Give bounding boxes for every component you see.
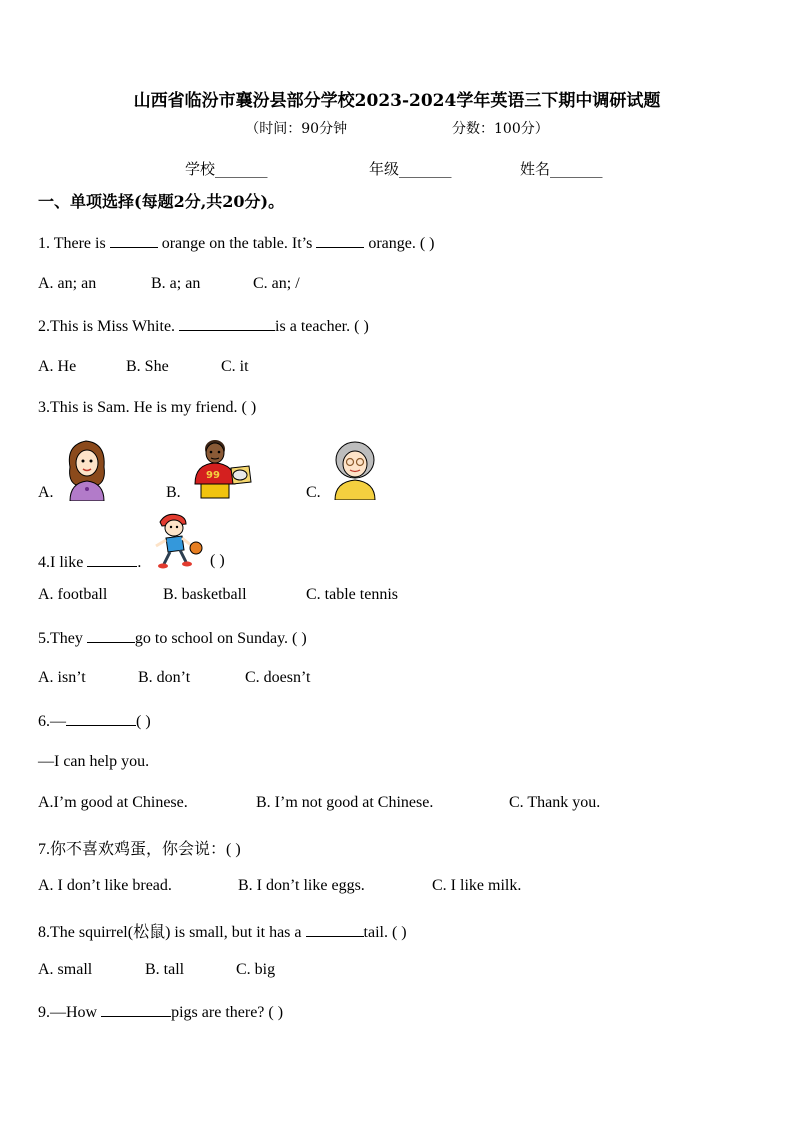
option-b: B. tall: [145, 961, 185, 978]
question-6: 6.— ( ): [38, 713, 151, 730]
option-a: A. He: [38, 358, 77, 375]
grandma-icon: [331, 440, 379, 500]
option-a: A. small: [38, 961, 93, 978]
page-title: 山西省临汾市襄汾县部分学校2023-2024学年英语三下期中调研试题: [133, 91, 661, 111]
answer-blank: [101, 1002, 171, 1017]
option-c: C. table tennis: [306, 586, 398, 603]
answer-blank: [306, 922, 364, 937]
option-a: A.I’m good at Chinese.: [38, 794, 188, 811]
option-a: A. isn’t: [38, 669, 86, 686]
question-9: 9.—How pigs are there? ( ): [38, 1004, 284, 1021]
option-b: B. a; an: [151, 275, 201, 292]
option-b: B. I’m not good at Chinese.: [256, 794, 434, 811]
school-field: 学校_______: [185, 160, 268, 178]
option-c: C. doesn’t: [245, 669, 311, 686]
answer-blank: [87, 552, 137, 567]
question-7: 7.你不喜欢鸡蛋，你会说：( ): [38, 841, 241, 858]
girl-icon: [64, 437, 110, 501]
option-a: A. an; an: [38, 275, 97, 292]
question-4: 4.I like .: [38, 554, 142, 571]
svg-text:99: 99: [206, 470, 220, 481]
question-8: 8.The squirrel(松鼠) is small, but it has a tail. ( ): [38, 924, 407, 941]
option-a: A. I don’t like bread.: [38, 877, 172, 894]
option-b: B. She: [126, 358, 169, 375]
question-5: 5.They go to school on Sunday. ( ): [38, 630, 307, 647]
option-b: B. I don’t like eggs.: [238, 877, 365, 894]
answer-blank: [316, 233, 364, 248]
option-b: B. basketball: [163, 586, 247, 603]
option-c: C. it: [221, 358, 249, 375]
option-c: C.: [306, 484, 321, 501]
option-c: C. big: [236, 961, 276, 978]
option-b: B.: [166, 484, 181, 501]
question-6-reply: —I can help you.: [38, 753, 150, 770]
option-c: C. I like milk.: [432, 877, 522, 894]
option-a: A. football: [38, 586, 108, 603]
answer-blank: [87, 628, 135, 643]
answer-blank: [179, 316, 275, 331]
option-c: C. an; /: [253, 275, 300, 292]
option-c: C. Thank you.: [509, 794, 601, 811]
option-a: A.: [38, 484, 54, 501]
question-3: 3.This is Sam. He is my friend. ( ): [38, 399, 257, 416]
question-1: 1. There is orange on the table. It’s orange. ( ): [38, 235, 435, 252]
football-boy-icon: [193, 436, 253, 500]
time-info: （时间：90分钟: [245, 121, 348, 137]
answer-blank: [66, 711, 136, 726]
option-b: B. don’t: [138, 669, 191, 686]
exam-info: [0, 118, 794, 138]
answer-blank: [110, 233, 158, 248]
answer-paren: ( ): [210, 552, 225, 569]
score-info: 分数：100分）: [452, 121, 549, 137]
question-2: 2.This is Miss White. is a teacher. ( ): [38, 318, 369, 335]
section-heading: 一、单项选择(每题2分,共20分)。: [38, 192, 285, 211]
grade-field: 年级_______: [369, 160, 452, 178]
name-field: 姓名_______: [520, 160, 603, 178]
basketball-boy-icon: [152, 512, 204, 570]
